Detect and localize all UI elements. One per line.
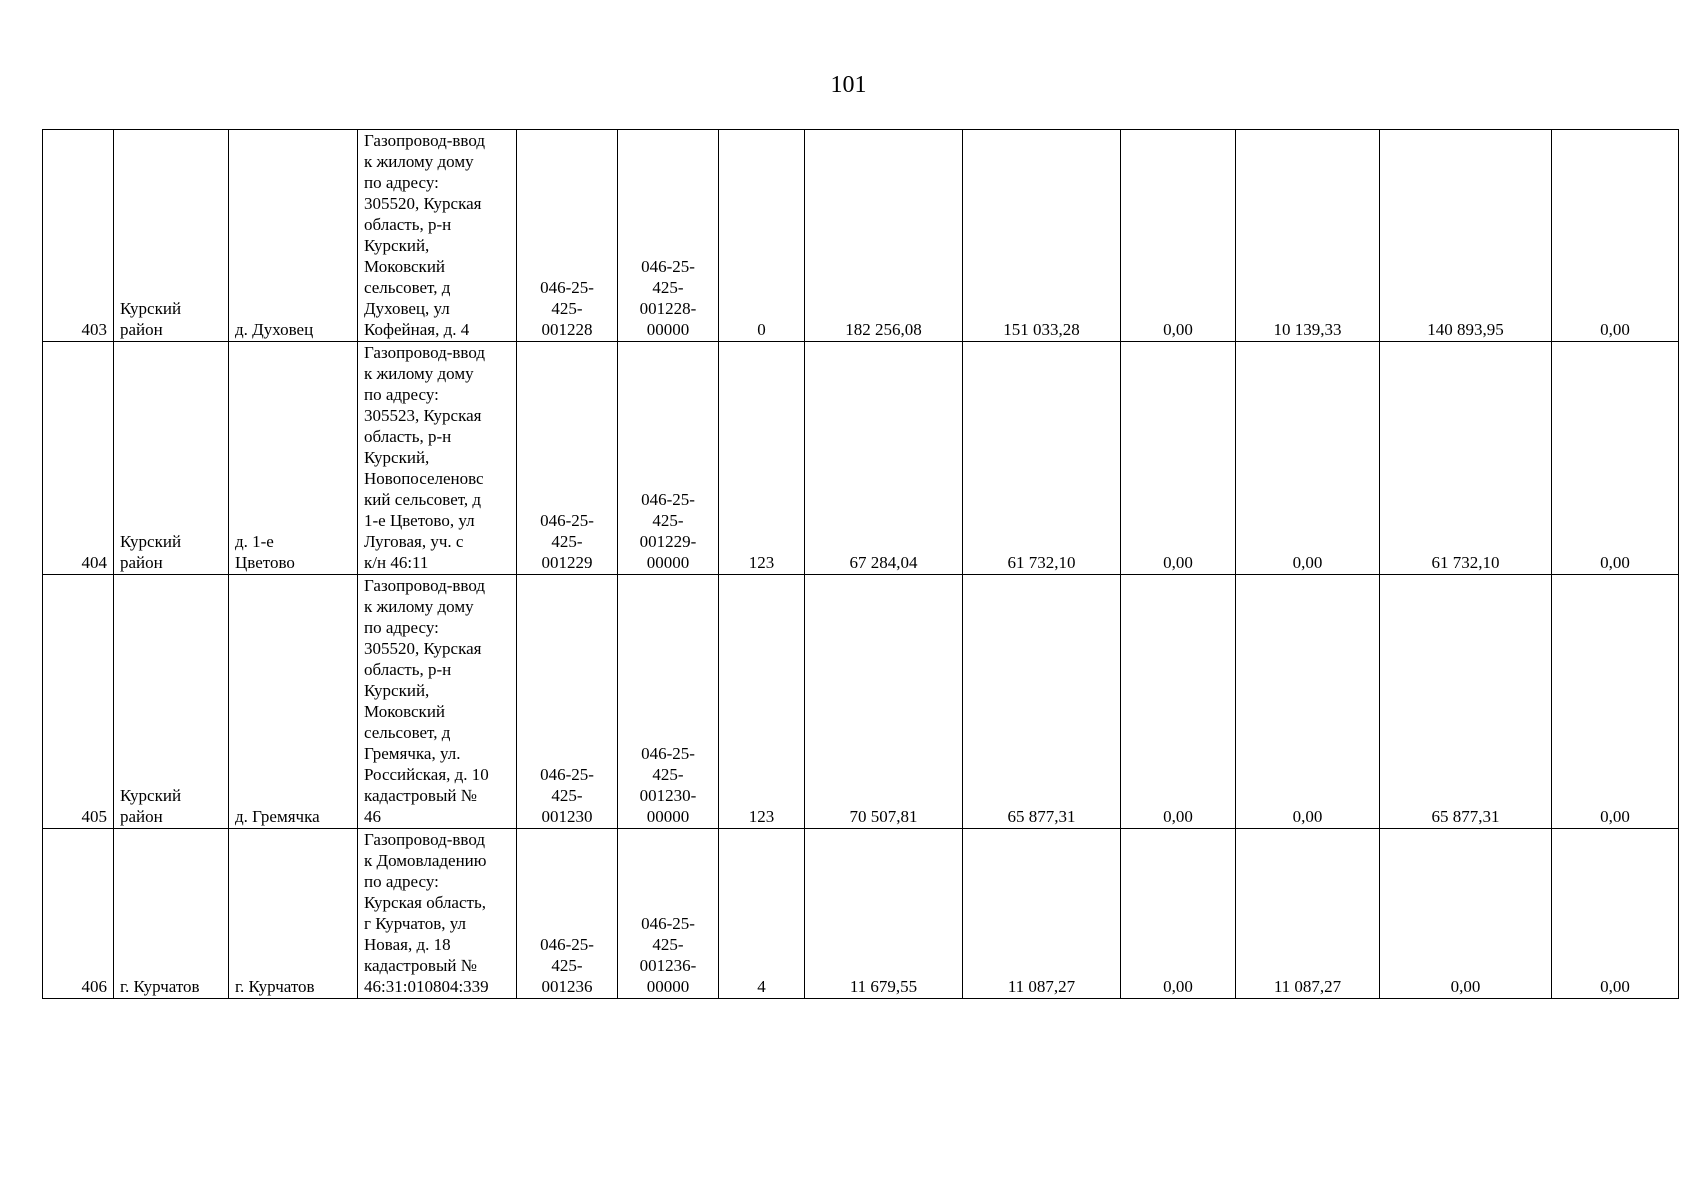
object-description-cell-line: по адресу: <box>364 173 439 192</box>
object-code-cell-line: 425- <box>551 956 583 975</box>
object-description-cell-line: кадастровый № <box>364 956 477 975</box>
inventory-code-cell-line: 00000 <box>646 977 690 996</box>
value-cell-2: 151 033,28 <box>963 130 1121 342</box>
object-description-cell-line: область, р-н <box>364 215 452 234</box>
object-description-cell-line: Курская область, <box>364 893 486 912</box>
object-description-cell-line: Духовец, ул <box>364 299 450 318</box>
object-description-cell-line: Курский, <box>364 681 430 700</box>
object-code-cell <box>517 829 618 999</box>
quantity-cell: 123 <box>719 575 805 829</box>
inventory-code-cell-line: 425- <box>652 511 684 530</box>
object-code-cell <box>517 575 618 829</box>
value-cell-6: 0,00 <box>1552 575 1679 829</box>
value-cell-4: 11 087,27 <box>1236 829 1380 999</box>
settlement-cell <box>229 575 358 829</box>
value-cell-1: 182 256,08 <box>805 130 963 342</box>
table-row <box>43 130 1679 342</box>
object-code-cell-line: 046-25- <box>540 511 594 530</box>
value-cell-3: 0,00 <box>1121 130 1236 342</box>
district-cell <box>114 829 229 999</box>
value-cell-6: 0,00 <box>1552 342 1679 575</box>
object-description-cell-line: Гремячка, ул. <box>364 744 461 763</box>
value-cell-6: 0,00 <box>1552 130 1679 342</box>
table-row <box>43 575 1679 829</box>
page-number: 101 <box>830 72 867 98</box>
object-description-cell-line: к жилому дому <box>364 597 474 616</box>
object-description-cell-line: Газопровод-ввод <box>364 131 485 150</box>
row-index: 405 <box>43 575 114 829</box>
object-description-cell-line: 305520, Курская <box>364 639 482 658</box>
table-row <box>43 829 1679 999</box>
quantity-cell: 123 <box>719 342 805 575</box>
district-cell-line: район <box>120 553 163 572</box>
object-description-cell-line: к жилому дому <box>364 364 474 383</box>
object-description-cell <box>358 829 517 999</box>
object-description-cell-line: Газопровод-ввод <box>364 830 485 849</box>
object-description-cell-line: Моковский <box>364 257 446 276</box>
district-cell <box>114 130 229 342</box>
quantity-cell: 4 <box>719 829 805 999</box>
district-cell-line: Курский <box>120 299 182 318</box>
settlement-cell-line: д. Гремячка <box>235 807 320 826</box>
object-description-cell-line: по адресу: <box>364 618 439 637</box>
object-description-cell-line: к Домовладению <box>364 851 487 870</box>
object-description-cell-line: к жилому дому <box>364 152 474 171</box>
inventory-code-cell-line: 425- <box>652 278 684 297</box>
district-cell-line: район <box>120 807 163 826</box>
inventory-code-cell-line: 046-25- <box>641 744 695 763</box>
inventory-code-cell <box>618 342 719 575</box>
table-row <box>43 342 1679 575</box>
inventory-code-cell-line: 001229- <box>639 532 697 551</box>
value-cell-1: 11 679,55 <box>805 829 963 999</box>
object-description-cell-line: Новопоселеновс <box>364 469 484 488</box>
object-code-cell <box>517 130 618 342</box>
object-code-cell-line: 425- <box>551 532 583 551</box>
value-cell-5: 65 877,31 <box>1380 575 1552 829</box>
object-code-cell-line: 046-25- <box>540 765 594 784</box>
value-cell-3: 0,00 <box>1121 829 1236 999</box>
row-index: 403 <box>43 130 114 342</box>
object-description-cell-line: 46:31:010804:339 <box>364 977 489 996</box>
object-description-cell-line: область, р-н <box>364 660 452 679</box>
value-cell-6: 0,00 <box>1552 829 1679 999</box>
inventory-code-cell <box>618 829 719 999</box>
district-cell-line: район <box>120 320 163 339</box>
object-description-cell-line: область, р-н <box>364 427 452 446</box>
object-description-cell-line: 46 <box>364 807 381 826</box>
district-cell-line: г. Курчатов <box>120 977 200 996</box>
value-cell-1: 70 507,81 <box>805 575 963 829</box>
object-code-cell-line: 001236 <box>541 977 593 996</box>
inventory-code-cell-line: 00000 <box>646 553 690 572</box>
table-body <box>43 130 1679 999</box>
inventory-code-cell <box>618 575 719 829</box>
object-description-cell-line: г Курчатов, ул <box>364 914 466 933</box>
value-cell-2: 61 732,10 <box>963 342 1121 575</box>
inventory-code-cell-line: 001230- <box>639 786 697 805</box>
settlement-cell-line: Цветово <box>235 553 295 572</box>
settlement-cell-line: д. Духовец <box>235 320 314 339</box>
inventory-code-cell-line: 00000 <box>646 807 690 826</box>
object-description-cell-line: Кофейная, д. 4 <box>364 320 470 339</box>
object-description-cell <box>358 575 517 829</box>
value-cell-3: 0,00 <box>1121 575 1236 829</box>
row-index: 404 <box>43 342 114 575</box>
value-cell-5: 0,00 <box>1380 829 1552 999</box>
settlement-cell-line: г. Курчатов <box>235 977 315 996</box>
object-description-cell-line: Курский, <box>364 448 430 467</box>
object-code-cell <box>517 342 618 575</box>
object-code-cell-line: 001228 <box>541 320 593 339</box>
value-cell-2: 65 877,31 <box>963 575 1121 829</box>
settlement-cell <box>229 342 358 575</box>
value-cell-5: 61 732,10 <box>1380 342 1552 575</box>
inventory-code-cell-line: 00000 <box>646 320 690 339</box>
inventory-code-cell-line: 046-25- <box>641 257 695 276</box>
object-description-cell-line: кий сельсовет, д <box>364 490 482 509</box>
settlement-cell-line: д. 1-е <box>235 532 274 551</box>
settlement-cell <box>229 130 358 342</box>
value-cell-4: 0,00 <box>1236 575 1380 829</box>
object-code-cell-line: 425- <box>551 299 583 318</box>
inventory-code-cell-line: 046-25- <box>641 490 695 509</box>
object-code-cell-line: 001230 <box>541 807 593 826</box>
object-description-cell-line: Новая, д. 18 <box>364 935 451 954</box>
value-cell-4: 10 139,33 <box>1236 130 1380 342</box>
value-cell-2: 11 087,27 <box>963 829 1121 999</box>
object-description-cell <box>358 342 517 575</box>
object-description-cell-line: 305523, Курская <box>364 406 482 425</box>
object-description-cell-line: по адресу: <box>364 385 439 404</box>
inventory-code-cell-line: 001236- <box>639 956 697 975</box>
object-code-cell-line: 046-25- <box>540 935 594 954</box>
object-code-cell-line: 046-25- <box>540 278 594 297</box>
object-description-cell-line: по адресу: <box>364 872 439 891</box>
inventory-code-cell-line: 425- <box>652 935 684 954</box>
object-description-cell-line: Курский, <box>364 236 430 255</box>
object-description-cell-line: Моковский <box>364 702 446 721</box>
inventory-code-cell-line: 425- <box>652 765 684 784</box>
district-cell <box>114 342 229 575</box>
object-code-cell-line: 425- <box>551 786 583 805</box>
object-description-cell-line: сельсовет, д <box>364 278 451 297</box>
quantity-cell: 0 <box>719 130 805 342</box>
district-cell <box>114 575 229 829</box>
registry-table <box>42 129 1679 999</box>
object-description-cell-line: Газопровод-ввод <box>364 576 485 595</box>
object-description-cell-line: к/н 46:11 <box>364 553 429 572</box>
value-cell-1: 67 284,04 <box>805 342 963 575</box>
value-cell-5: 140 893,95 <box>1380 130 1552 342</box>
object-description-cell-line: 305520, Курская <box>364 194 482 213</box>
object-description-cell-line: Газопровод-ввод <box>364 343 485 362</box>
district-cell-line: Курский <box>120 532 182 551</box>
object-description-cell-line: 1-е Цветово, ул <box>364 511 475 530</box>
object-description-cell <box>358 130 517 342</box>
district-cell-line: Курский <box>120 786 182 805</box>
object-description-cell-line: кадастровый № <box>364 786 477 805</box>
value-cell-4: 0,00 <box>1236 342 1380 575</box>
inventory-code-cell <box>618 130 719 342</box>
inventory-code-cell-line: 046-25- <box>641 914 695 933</box>
settlement-cell <box>229 829 358 999</box>
object-description-cell-line: Российская, д. 10 <box>364 765 489 784</box>
object-description-cell-line: Луговая, уч. с <box>364 532 464 551</box>
row-index: 406 <box>43 829 114 999</box>
object-code-cell-line: 001229 <box>541 553 593 572</box>
value-cell-3: 0,00 <box>1121 342 1236 575</box>
inventory-code-cell-line: 001228- <box>639 299 697 318</box>
object-description-cell-line: сельсовет, д <box>364 723 451 742</box>
